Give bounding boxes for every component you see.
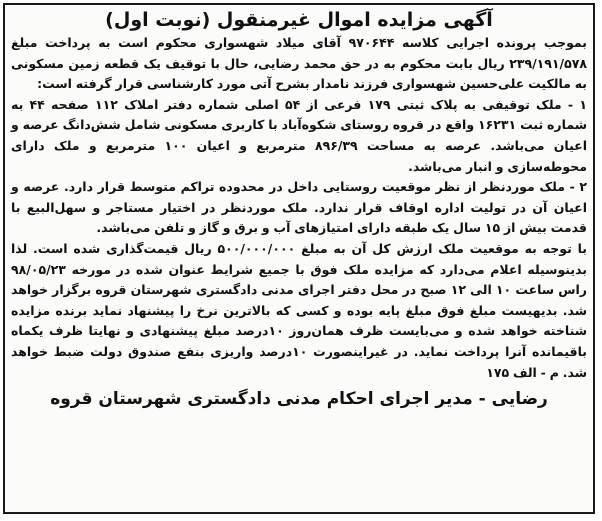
notice-title: آگهی مزایده اموال غیرمنقول (نوبت اول) xyxy=(105,9,493,31)
notice-body xyxy=(5,33,593,383)
intro-paragraph: بموجب پرونده اجرایی کلاسه ۹۷۰۶۴۴ آقای میلاد شهسواری محکوم است به پرداخت مبلغ ۲۳۹/۱۹۱/۵۷۸ ریال بابت محکوم به در حق محمد رضایی، حال با توقیف یک قطعه زمین مسکونی به مالکیت علی‌حسین شهسواری فرزند نامدار بشرح آتی مورد کارشناسی قرار گرفته است: xyxy=(11,35,588,92)
item-1-paragraph: ۱ - ملک توقیفی به پلاک ثبتی ۱۷۹ فرعی از ۵۴ اصلی شماره دفتر املاک ۱۱۲ صفحه ۴۴ به شماره ثبت ۱۶۲۳۱ واقع در قروه روستای شکوه‌آباد با کاربری مسکونی شامل شش‌دانگ عرصه و اعیان می‌باشد. عرصه به مساحت ۸۹۶/۳۹ مترمربع و اعیان ۱۰۰ مترمربع و ملک دارای محوطه‌سازی و انبار می‌باشد. xyxy=(11,96,588,174)
item-2-paragraph: ۲ - ملک موردنظر از نظر موقعیت روستایی داخل در محدوده تراکم متوسط قرار دارد. عرصه و اعیان آن در تولیت اداره اوقاف قرار ندارد. ملک موردنظر در اختیار مستاجر و سهل‌البیع با قدمت بیش از ۱۵ سال یک طبقه دارای امتیازهای آب و برق و گاز و تلفن می‌باشد. xyxy=(11,179,587,236)
signature: رضایی - مدیر اجرای احکام مدنی دادگستری شهرستان قروه xyxy=(50,389,548,410)
auction-terms-paragraph: با توجه به موقعیت ملک ارزش کل آن به مبلغ ۵۰۰/۰۰۰/۰۰۰ ریال قیمت‌گذاری شده است. لذا بدینوسیله اعلام می‌دارد که مزایده ملک فوق با جمیع شرایط عنوان شده در مورخه ۹۸/۰۵/۲۳ راس ساعت ۱۰ الی ۱۲ صبح در محل دفتر اجرای مدنی دادگستری شهرستان قروه برگزار خواهد شد. بدیهیست مبلغ فوق مبلغ پایه بوده و کسی که بالاترین نرخ را پیشنهاد نماید برنده مزایده شناخته خواهد شده و می‌بایست ظرف همان‌روز ۱۰درصد مبلغ پیشنهادی و نهایتا ظرف یکماه باقیمانده آنرا پرداخت نماید. در غیراینصورت ۱۰درصد واریزی بنفع صندوق دولت ضبط خواهد شد. م - الف ۱۷۵ xyxy=(11,240,588,380)
notice-frame xyxy=(3,3,595,514)
